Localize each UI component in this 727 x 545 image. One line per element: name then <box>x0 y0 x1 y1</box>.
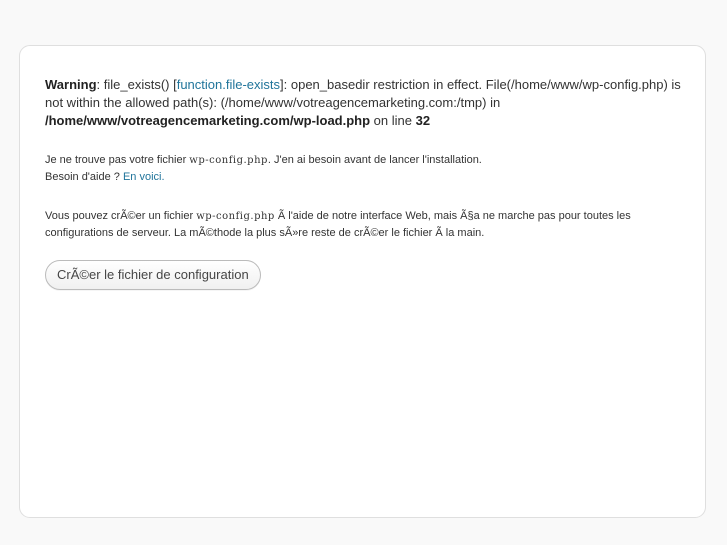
help-link[interactable]: En voici. <box>122 171 165 183</box>
create-config-info <box>45 208 690 242</box>
warning-file-path: /home/www/votreagencemarketing.com/wp-load.php <box>45 113 371 128</box>
setup-card <box>19 45 706 518</box>
info-config-filename-code: wp-config.php <box>196 211 275 222</box>
function-file-exists-link[interactable]: function.file-exists <box>176 77 281 92</box>
php-warning-message <box>45 76 690 130</box>
config-filename-code: wp-config.php <box>189 155 268 166</box>
warning-line-number: 32 <box>415 113 431 128</box>
notice-text-start: Je ne trouve pas votre fichier <box>45 154 190 166</box>
warning-on-line-text: on line <box>370 113 416 128</box>
info-text-end: Ã l'aide de notre interface Web, mais Ã§a ne marche pas pour toutes les configurations de serveur. La mÃ©thode la plus sÃ»re reste de crÃ©er le fichier Ã la main. <box>45 210 631 239</box>
warning-text-middle: ]: open_basedir restriction in effect. File(/home/www/wp-config.php) is not within the allowed path(s): (/home/www/votreagencemarketing.com:/tmp) in <box>45 77 681 110</box>
help-text: Besoin d'aide ? <box>45 171 123 183</box>
info-text-start: Vous pouvez crÃ©er un fichier <box>45 210 197 222</box>
create-config-button[interactable]: CrÃ©er le fichier de configuration <box>45 260 261 290</box>
warning-label: Warning <box>45 77 97 92</box>
missing-config-notice <box>45 152 690 185</box>
notice-text-end: . J'en ai besoin avant de lancer l'installation. <box>267 154 482 166</box>
warning-text-start: : file_exists() [ <box>96 77 177 92</box>
